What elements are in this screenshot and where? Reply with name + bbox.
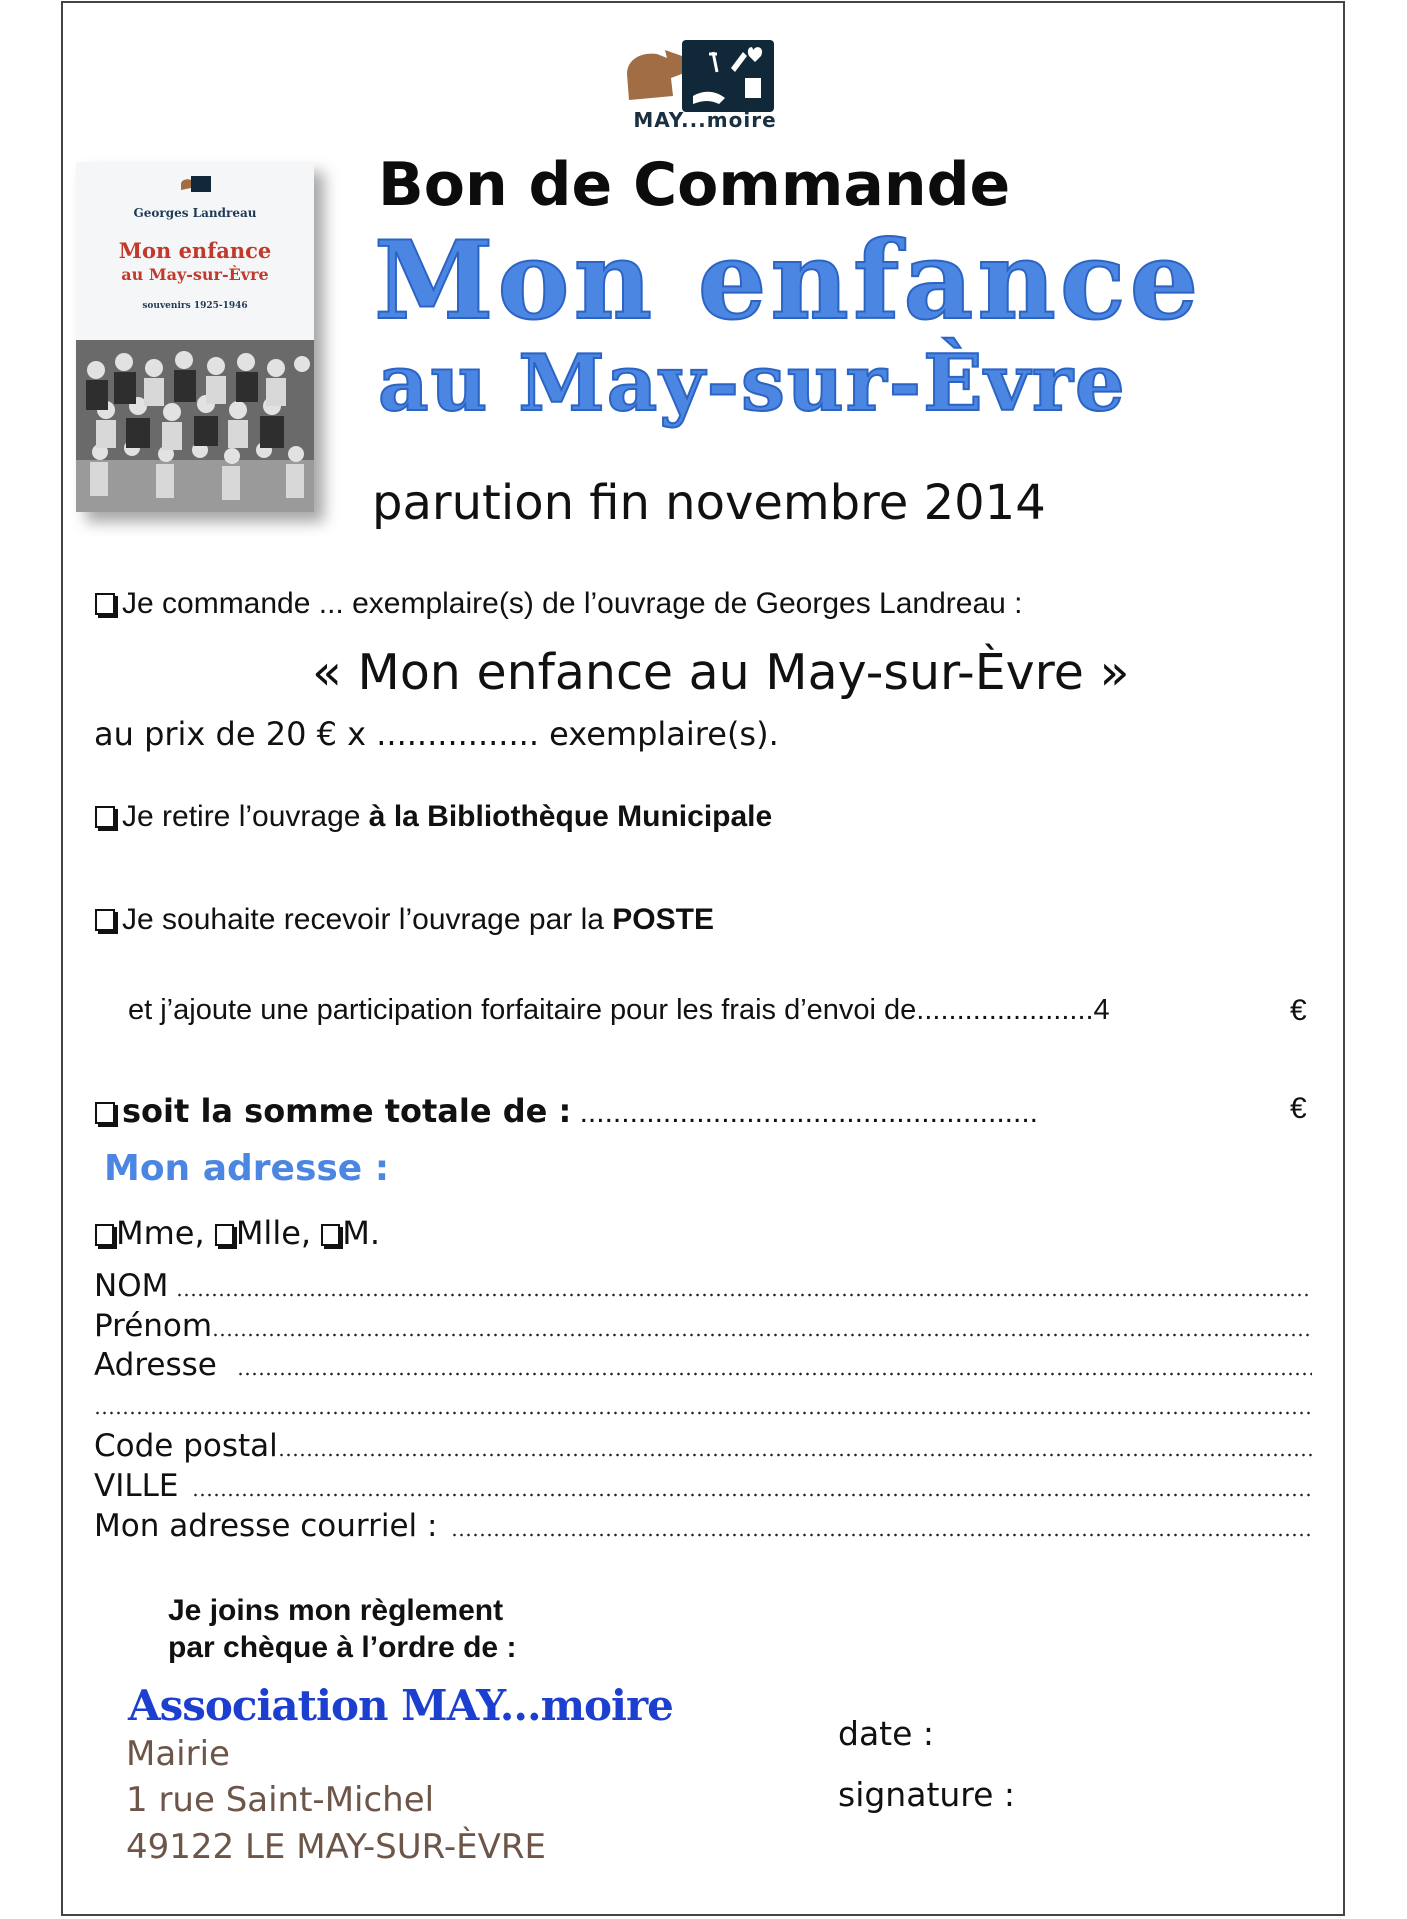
ville-label: VILLE [94, 1468, 179, 1504]
address-heading: Mon adresse : [104, 1148, 390, 1189]
pickup-checkbox[interactable] [95, 806, 115, 828]
total-currency: € [1290, 1092, 1307, 1125]
nom-label: NOM [94, 1268, 169, 1304]
prenom-dotted-line[interactable] [212, 1333, 1312, 1337]
mme-label: Mme, [116, 1214, 205, 1252]
price-line: au prix de 20 € x ................ exemplaire(s). [94, 715, 779, 753]
payee-address-line2: 1 rue Saint-Michel [126, 1780, 435, 1820]
book-author: Georges Landreau [133, 206, 257, 220]
adresse-line2-dotted-line[interactable] [94, 1411, 1312, 1415]
adresse-field[interactable] [94, 1347, 1312, 1383]
ville-field[interactable] [94, 1468, 1312, 1504]
post-option [95, 903, 714, 937]
book-group-photo [76, 340, 314, 512]
code-postal-label: Code postal [94, 1428, 278, 1464]
order-checkbox[interactable] [95, 593, 115, 615]
mme-checkbox[interactable] [95, 1224, 114, 1246]
book-title-line1: Mon enfance [374, 218, 1203, 344]
payment-line2: par chèque à l’ordre de : [168, 1631, 517, 1664]
prenom-field[interactable] [94, 1308, 1312, 1344]
prenom-label: Prénom [94, 1308, 213, 1344]
code-postal-dotted-line[interactable] [278, 1453, 1312, 1457]
book-title-line1: Mon enfance [118, 238, 272, 263]
order-quantity-text: Je commande ... exemplaire(s) de l’ouvrage de Georges Landreau : [122, 587, 1023, 620]
book-cover-image [76, 162, 314, 512]
civility-options [95, 1214, 380, 1252]
payee-name: Association MAY...moire [128, 1681, 673, 1730]
date-label[interactable]: date : [838, 1714, 935, 1753]
payee-address-line3: 49122 LE MAY-SUR-ÈVRE [126, 1827, 546, 1867]
m-checkbox[interactable] [321, 1224, 340, 1246]
book-subtitle: souvenirs 1925-1946 [142, 301, 248, 311]
book-quote: « Mon enfance au May-sur-Èvre » [312, 644, 1130, 701]
email-dotted-line[interactable] [451, 1533, 1312, 1537]
book-title-line2: au May-sur-Èvre [121, 265, 269, 284]
release-date: parution fin novembre 2014 [372, 475, 1046, 531]
payment-line1: Je joins mon règlement [168, 1594, 504, 1627]
total-checkbox[interactable] [95, 1102, 115, 1124]
payment-instructions [168, 1592, 516, 1666]
post-checkbox[interactable] [95, 909, 115, 931]
mlle-label: Mlle, [235, 1214, 312, 1252]
m-label: M. [342, 1214, 381, 1252]
ville-dotted-line[interactable] [192, 1493, 1312, 1497]
signature-label[interactable]: signature : [838, 1775, 1016, 1814]
shipping-currency: € [1290, 994, 1307, 1027]
payee-address-line1: Mairie [126, 1734, 230, 1774]
logo-text: MAY...moire [633, 108, 777, 132]
pickup-option [95, 800, 772, 834]
order-form-heading: Bon de Commande [378, 150, 1011, 220]
book-title-line2: au May-sur-Èvre [378, 338, 1127, 429]
email-label: Mon adresse courriel : [94, 1508, 438, 1544]
adresse-dotted-line[interactable] [237, 1372, 1312, 1376]
nom-dotted-line[interactable] [176, 1293, 1312, 1297]
pickup-location: à la Bibliothèque Municipale [368, 800, 773, 833]
nom-field[interactable] [94, 1268, 1312, 1304]
adresse-line2-field[interactable] [94, 1386, 1312, 1422]
pickup-text: Je retire l’ouvrage [122, 800, 369, 833]
code-postal-field[interactable] [94, 1428, 1312, 1464]
post-bold: POSTE [612, 903, 714, 936]
email-field[interactable] [94, 1508, 1312, 1544]
total-label: soit la somme totale de : [122, 1092, 572, 1130]
order-quantity-line [95, 587, 1022, 621]
total-field[interactable]: ....................................................... [571, 1096, 1038, 1129]
shipping-fee-line: et j’ajoute une participation forfaitaire pour les frais d’envoi de......................4 [128, 994, 1110, 1026]
book-logo-icon [181, 176, 211, 196]
total-line [95, 1092, 1038, 1130]
post-text: Je souhaite recevoir l’ouvrage par la [122, 903, 613, 936]
adresse-label: Adresse [94, 1347, 217, 1383]
mlle-checkbox[interactable] [215, 1224, 234, 1246]
